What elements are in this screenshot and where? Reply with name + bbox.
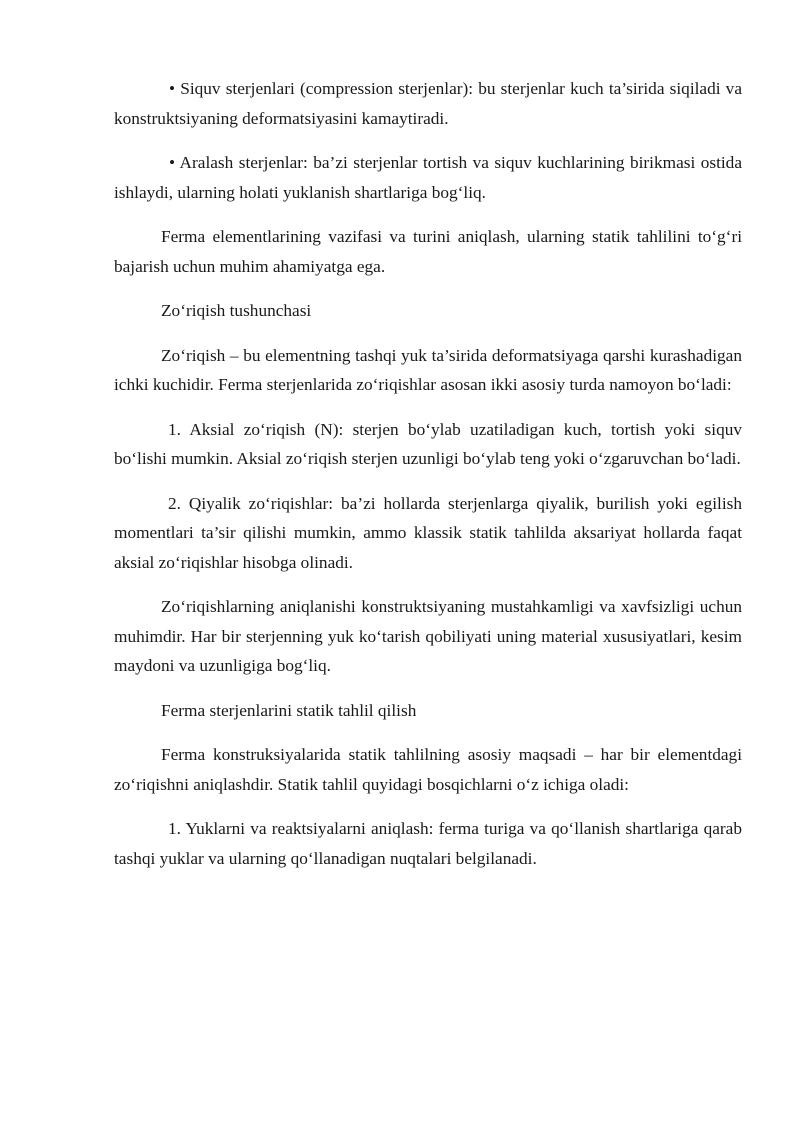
document-body (114, 74, 742, 888)
section-heading-stress-concept: Zo‘riqish tushunchasi (161, 301, 312, 320)
list-item-loads-reactions: 1. Yuklarni va reaktsiyalarni aniqlash: ferma turiga va qo‘llanish shartlariga qarab tashqi yuklar va ularning qo‘llanadigan nuqtalari belgilanadi. (114, 819, 742, 868)
bullet-compression-members: • Siquv sterjenlari (compression sterjenlar): bu sterjenlar kuch ta’sirida siqiladi va konstruktsiyaning deformatsiyasini kamaytiradi. (114, 79, 742, 128)
paragraph-stress-importance: Zo‘riqishlarning aniqlanishi konstruktsiyaning mustahkamligi va xavfsizligi uchun muhimdir. Har bir sterjenning yuk ko‘tarish qobiliyati uning material xususiyatlari, kesim maydoni va uzunligiga bog‘liq. (114, 597, 742, 675)
section-heading-static-analysis: Ferma sterjenlarini statik tahlil qilish (161, 700, 417, 720)
paragraph-static-analysis-goal: Ferma konstruksiyalarida statik tahlilning asosiy maqsadi – har bir elementdagi zo‘riqishni aniqlashdir. Statik tahlil quyidagi bosqichlarni o‘z ichiga oladi: (114, 745, 742, 794)
paragraph-element-purpose: Ferma elementlarining vazifasi va turini aniqlash, ularning statik tahlilini to‘g‘ri bajarish uchun muhim ahamiyatga ega. (114, 227, 742, 276)
list-item-axial-stress: 1. Aksial zo‘riqish (N): sterjen bo‘ylab uzatiladigan kuch, tortish yoki siquv bo‘lishi mumkin. Aksial zo‘riqish sterjen uzunligi bo‘ylab teng yoki o‘zgaruvchan bo‘ladi. (114, 419, 742, 468)
bullet-mixed-members: • Aralash sterjenlar: ba’zi sterjenlar tortish va siquv kuchlarining birikmasi ostida ishlaydi, ularning holati yuklanish shartlariga bog‘liq. (114, 153, 742, 202)
list-item-oblique-stress: 2. Qiyalik zo‘riqishlar: ba’zi hollarda sterjenlarga qiyalik, burilish yoki egilish momentlari ta’sir qilishi mumkin, ammo klassik statik tahlilda aksariyat hollarda faqat aksial zo‘riqishlar hisobga olinadi. (114, 493, 742, 572)
paragraph-stress-definition: Zo‘riqish – bu elementning tashqi yuk ta’sirida deformatsiyaga qarshi kurashadigan ichki kuchidir. Ferma sterjenlarida zo‘riqishlar asosan ikki asosiy turda namoyon bo‘ladi: (114, 345, 742, 394)
